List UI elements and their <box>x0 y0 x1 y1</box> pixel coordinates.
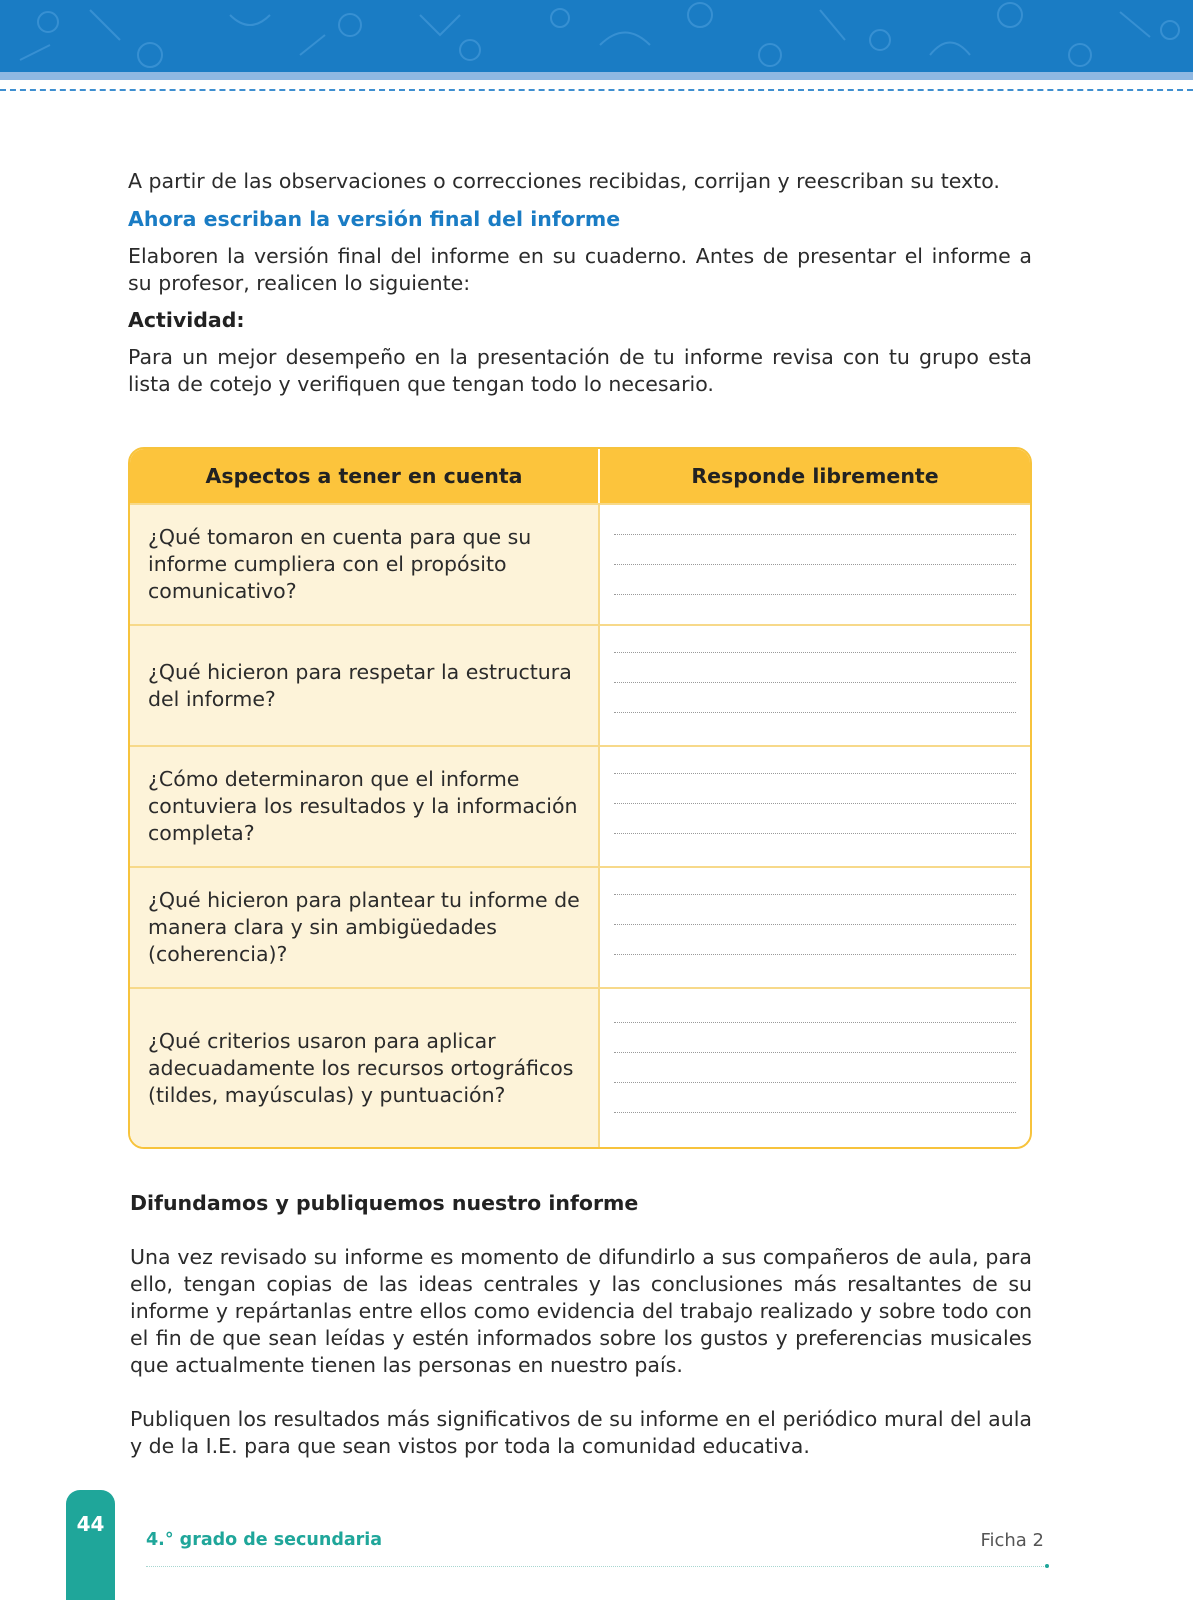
answer-line <box>614 1112 1016 1113</box>
header-banner <box>0 0 1193 72</box>
answer-line <box>614 564 1016 565</box>
answer-line <box>614 652 1016 653</box>
answer-line <box>614 773 1016 774</box>
final-version-heading: Ahora escriban la versión final del informe <box>128 207 621 231</box>
answer-line <box>614 534 1016 535</box>
checklist-question: ¿Qué hicieron para plantear tu informe de manera clara y sin ambigüedades (coherencia)? <box>130 868 600 987</box>
header-doodle-pattern <box>0 0 1193 72</box>
checklist-table <box>128 447 1032 1149</box>
page-number-tab <box>66 1490 115 1600</box>
table-row <box>130 745 1030 866</box>
intro-text: A partir de las observaciones o correcciones recibidas, corrijan y reescriban su texto. <box>128 169 1000 193</box>
elaboren-text: Elaboren la versión final del informe en su cuaderno. Antes de presentar el informe a su profesor, realicen lo siguiente: <box>128 244 1032 295</box>
dissemination-paragraph: Una vez revisado su informe es momento de difundirlo a sus compañeros de aula, para ello, tengan copias de las ideas centrales y las conclusiones más resaltantes de su informe y repártanlas entre ellos como evidencia del trabajo realizado y sobre todo con el fin de que sean leídas y estén informados sobre los gustos y preferencias musicales que actualmente tienen las personas en nuestro país. <box>130 1245 1032 1377</box>
footer-dot <box>1045 1564 1049 1568</box>
section-title: Difundamos y publiquemos nuestro informe <box>130 1191 639 1215</box>
checklist-question: ¿Qué criterios usaron para aplicar adecuadamente los recursos ortográficos (tildes, mayúsculas) y puntuación? <box>130 989 600 1147</box>
ficha-label: Ficha 2 <box>980 1530 1044 1551</box>
table-row <box>130 987 1030 1147</box>
answer-line <box>614 954 1016 955</box>
instructions-block <box>128 168 1032 398</box>
answer-line <box>614 594 1016 595</box>
activity-label: Actividad: <box>128 308 245 332</box>
activity-text: Para un mejor desempeño en la presentación de tu informe revisa con tu grupo esta lista de cotejo y verifiquen que tengan todo lo necesario. <box>128 345 1032 396</box>
answer-line <box>614 1082 1016 1083</box>
answer-area[interactable] <box>600 989 1030 1147</box>
answer-line <box>614 682 1016 683</box>
answer-line <box>614 894 1016 895</box>
table-row <box>130 624 1030 745</box>
header-dashed-divider <box>0 89 1193 91</box>
header-strip <box>0 72 1193 80</box>
answer-area[interactable] <box>600 626 1030 745</box>
answer-line <box>614 1022 1016 1023</box>
answer-area[interactable] <box>600 868 1030 987</box>
checklist-question: ¿Qué tomaron en cuenta para que su informe cumpliera con el propósito comunicativo? <box>130 505 600 624</box>
answer-line <box>614 803 1016 804</box>
answer-line <box>614 1052 1016 1053</box>
answer-line <box>614 833 1016 834</box>
checklist-question: ¿Qué hicieron para respetar la estructura del informe? <box>130 626 600 745</box>
publication-paragraph: Publiquen los resultados más significativos de su informe en el periódico mural del aula y de la I.E. para que sean vistos por toda la comunidad educativa. <box>130 1407 1032 1458</box>
answer-line <box>614 924 1016 925</box>
checklist-header-row <box>130 449 1030 503</box>
table-row <box>130 866 1030 987</box>
footer-dotted-rule <box>146 1566 1046 1567</box>
grade-label: 4.° grado de secundaria <box>146 1530 383 1550</box>
column-header-aspects: Aspectos a tener en cuenta <box>130 449 600 503</box>
column-header-response: Responde libremente <box>691 464 939 488</box>
table-row <box>130 503 1030 624</box>
page-number: 44 <box>76 1512 105 1536</box>
answer-area[interactable] <box>600 747 1030 866</box>
answer-area[interactable] <box>600 505 1030 624</box>
checklist-question: ¿Cómo determinaron que el informe contuviera los resultados y la información completa? <box>130 747 600 866</box>
answer-line <box>614 712 1016 713</box>
